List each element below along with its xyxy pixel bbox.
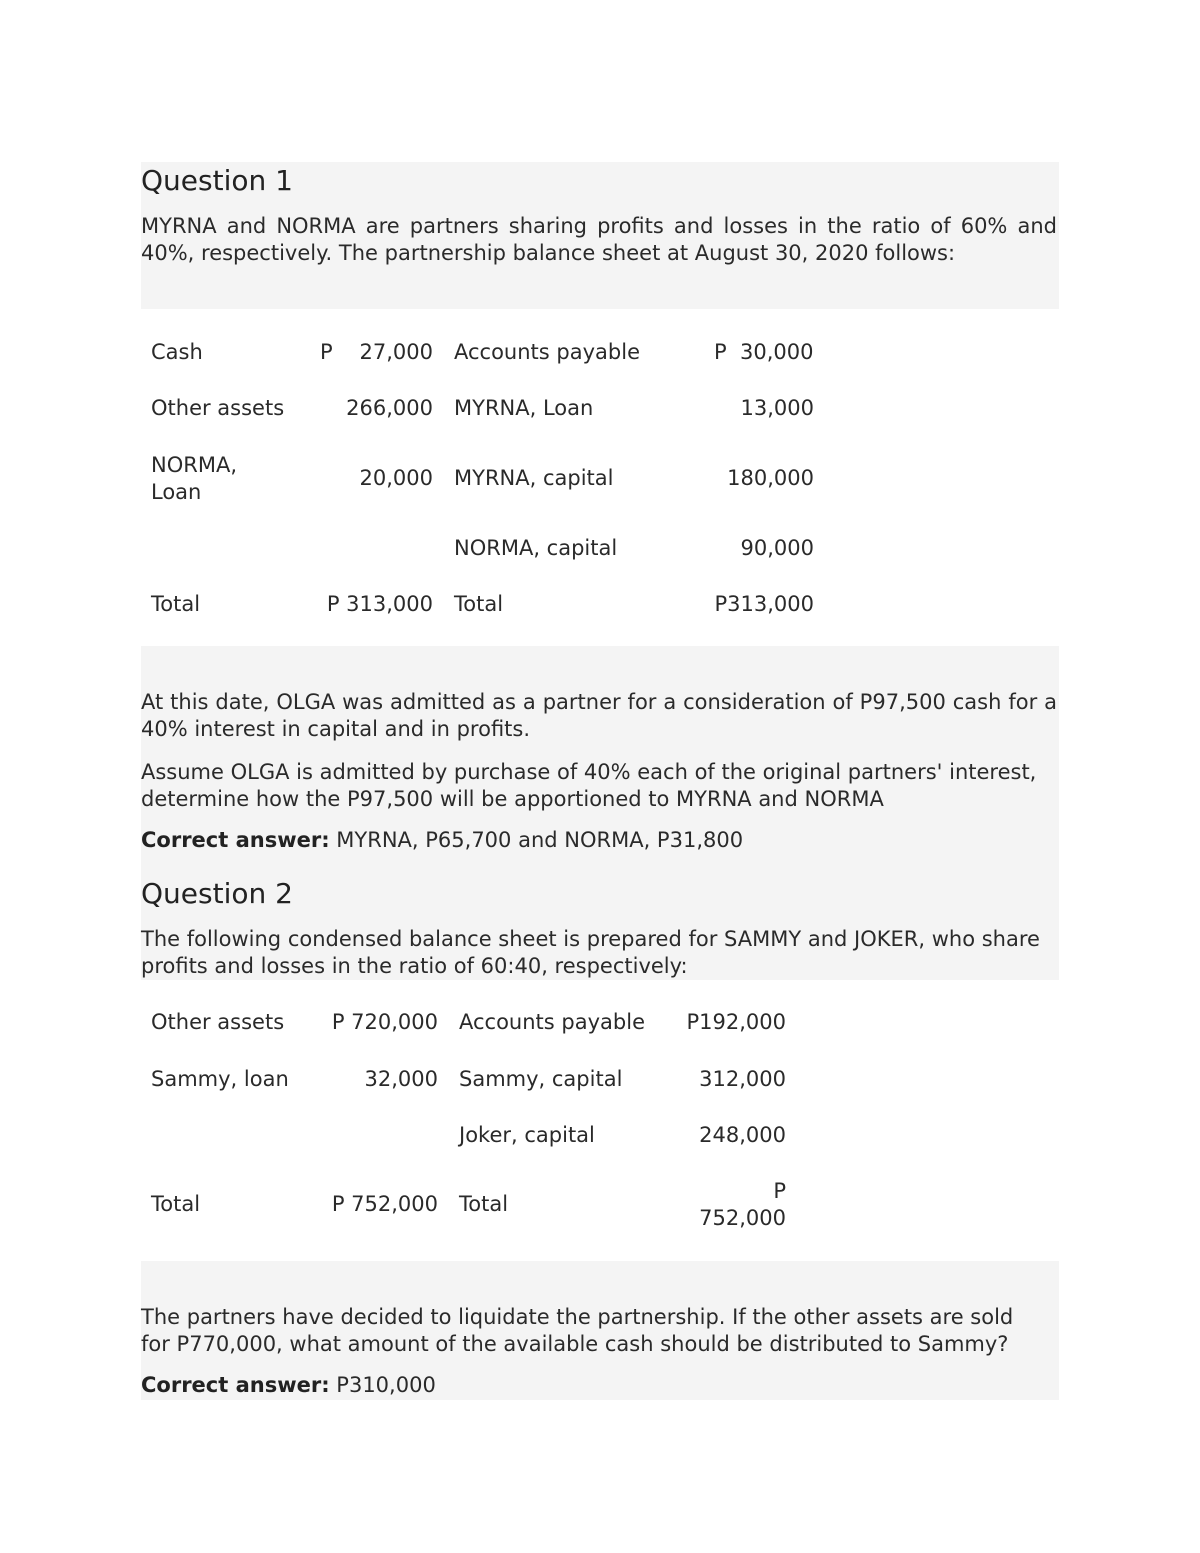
q1-row3-liab-amount: 180,000 bbox=[727, 466, 814, 490]
q1-row3-asset-amount: 20,000 bbox=[359, 466, 433, 490]
question2-text1: The partners have decided to liquidate the partnership. If the other assets are sold for P770,000, what amount of the available cash should be distributed to Sammy? bbox=[141, 1305, 1014, 1356]
q1-row2-asset: Other assets bbox=[151, 396, 285, 420]
question1-text1: At this date, OLGA was admitted as a partner for a consideration of P97,500 cash for a 40% interest in capital and in profits. bbox=[141, 690, 1057, 741]
q1-row2-asset-amount: 266,000 bbox=[346, 396, 433, 420]
answer-value: P310,000 bbox=[329, 1373, 436, 1397]
q2-row1-asset-amount: P 720,000 bbox=[331, 1010, 438, 1034]
q1-row1-asset: Cash bbox=[151, 340, 203, 364]
question2-answer bbox=[141, 1372, 436, 1399]
q1-row2-liab-amount: 13,000 bbox=[740, 396, 814, 420]
question2-intro: The following condensed balance sheet is prepared for SAMMY and JOKER, who share profits and losses in the ratio of 60:40, respectively: bbox=[141, 927, 1040, 978]
q1-row4-liab-amount: 90,000 bbox=[740, 536, 814, 560]
question2-title: Question 2 bbox=[141, 877, 293, 910]
q1-row1-liability: Accounts payable bbox=[454, 340, 640, 364]
q2-row1-liab-amount: P192,000 bbox=[686, 1010, 786, 1034]
q1-total-liab-amount: P313,000 bbox=[714, 592, 814, 616]
answer-label: Correct answer: bbox=[141, 1373, 330, 1397]
question1-text2: Assume OLGA is admitted by purchase of 40% each of the original partners' interest, determine how the P97,500 will be apportioned to MYRNA and NORMA bbox=[141, 760, 1037, 811]
q1-total-liab-label: Total bbox=[454, 592, 504, 616]
q1-total-asset-amount: P 313,000 bbox=[326, 592, 433, 616]
q2-row3-liab-amount: 248,000 bbox=[699, 1123, 786, 1147]
q2-row2-liability: Sammy, capital bbox=[459, 1067, 623, 1091]
answer-label: Correct answer: bbox=[141, 828, 330, 852]
q1-row3-liability: MYRNA, capital bbox=[454, 466, 614, 490]
q2-row2-asset: Sammy, loan bbox=[151, 1067, 289, 1091]
q2-total-asset-label: Total bbox=[151, 1192, 201, 1216]
q2-row3-liability: Joker, capital bbox=[459, 1123, 595, 1147]
q1-row2-liability: MYRNA, Loan bbox=[454, 396, 594, 420]
q2-row2-asset-amount: 32,000 bbox=[364, 1067, 438, 1091]
q2-total-liab-line2: 752,000 bbox=[699, 1206, 786, 1230]
q2-total-asset-amount: P 752,000 bbox=[331, 1192, 438, 1216]
q1-total-asset-label: Total bbox=[151, 592, 201, 616]
q1-row1-asset-amount: 27,000 bbox=[359, 340, 433, 364]
q1-row3-asset-line2: Loan bbox=[151, 480, 202, 504]
q1-row4-liability: NORMA, capital bbox=[454, 536, 618, 560]
q2-row2-liab-amount: 312,000 bbox=[699, 1067, 786, 1091]
q1-row1-prefix: P bbox=[320, 340, 333, 364]
question1-intro: MYRNA and NORMA are partners sharing profits and losses in the ratio of 60% and 40%, respectively. The partnership balance sheet at August 30, 2020 follows: bbox=[141, 214, 1057, 265]
q1-row3-asset-line1: NORMA, bbox=[151, 453, 237, 477]
q1-row1-liab-amount: P 30,000 bbox=[714, 340, 814, 364]
q2-row1-asset: Other assets bbox=[151, 1010, 285, 1034]
q2-row1-liability: Accounts payable bbox=[459, 1010, 645, 1034]
q2-total-liab-label: Total bbox=[459, 1192, 509, 1216]
answer-value: MYRNA, P65,700 and NORMA, P31,800 bbox=[329, 828, 744, 852]
question1-answer bbox=[141, 827, 743, 854]
q2-total-liab-line1: P bbox=[773, 1179, 786, 1203]
question1-title: Question 1 bbox=[141, 164, 293, 197]
